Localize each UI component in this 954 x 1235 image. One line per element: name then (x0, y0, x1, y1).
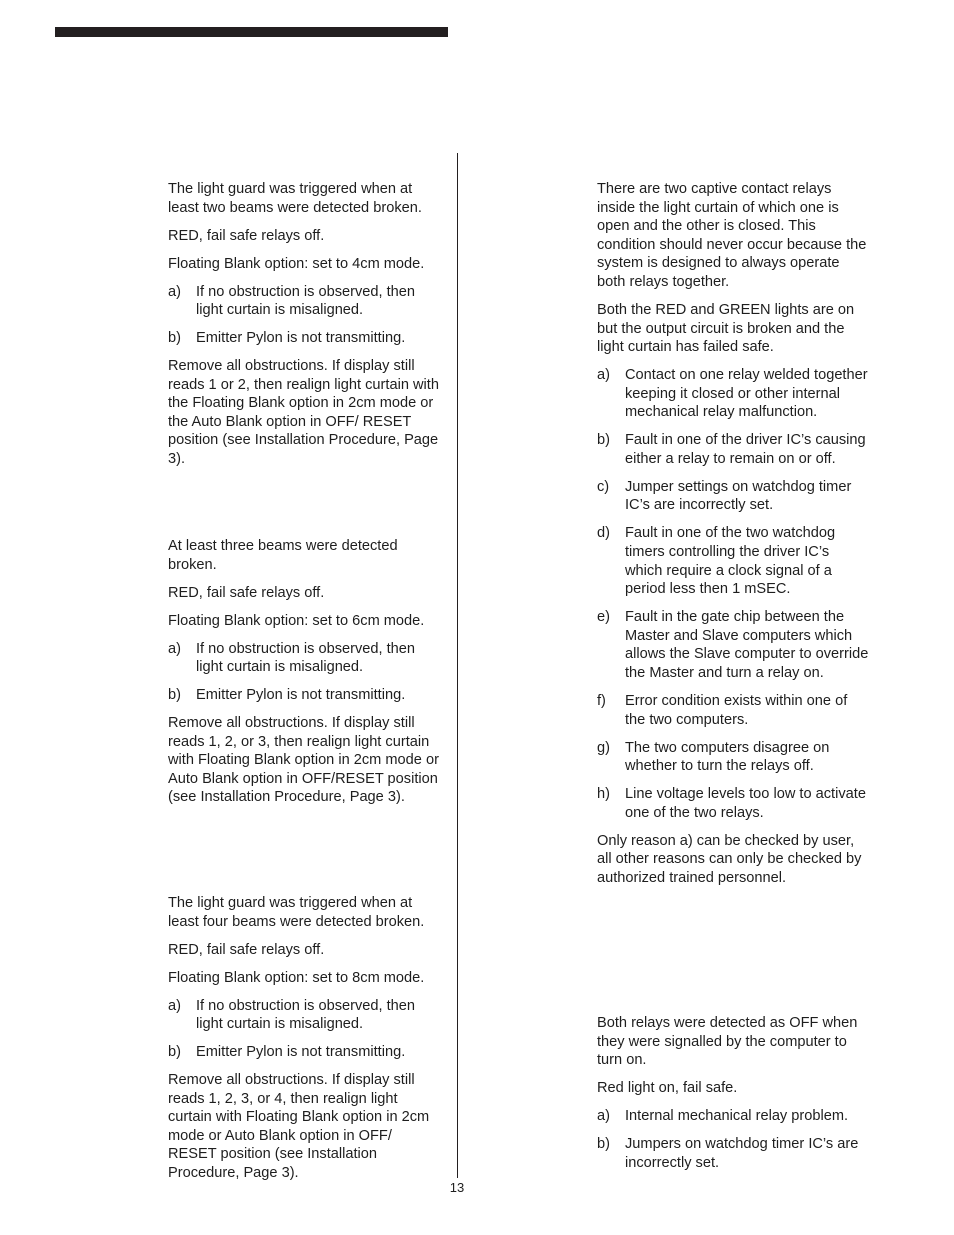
list-marker: e) (597, 609, 610, 626)
list-item (597, 431, 869, 468)
paragraph: The light guard was triggered when at least two beams were detected broken. (168, 181, 422, 216)
list-marker: b) (597, 1136, 610, 1153)
list-marker: h) (597, 786, 610, 803)
list-item-text: If no obstruction is observed, then light curtain is misaligned. (196, 283, 416, 319)
paragraph: RED, fail safe relays off. (168, 227, 325, 244)
list-item (597, 739, 869, 776)
column-divider (457, 153, 458, 1178)
list-marker: a) (168, 283, 181, 300)
section-relays-off (597, 1014, 869, 1182)
paragraph: There are two captive contact relays inside the light curtain of which one is open and the other is closed. This condition should never occur because the system is designed to always operate both relays together. (597, 181, 867, 290)
list-marker: b) (168, 687, 181, 704)
paragraph: Remove all obstructions. If display still reads 1, 2, or 3, then realign light curtain with Floating Blank option in 2cm mode or Auto Blank option in OFF/RESET position (see Installation Procedure, Page 3). (168, 715, 439, 806)
list-item (597, 1107, 869, 1126)
list-item-text: Jumper settings on watchdog timer IC’s are incorrectly set. (625, 478, 852, 514)
list-marker: a) (597, 367, 610, 384)
paragraph: Red light on, fail safe. (597, 1080, 738, 1097)
list-item-text: Error condition exists within one of the two computers. (625, 692, 848, 728)
paragraph: Remove all obstructions. If display still reads 1 or 2, then realign light curtain with the Floating Blank option in 2cm mode or the Auto Blank option in OFF/ RESET position (see Installation Procedure, Page 3). (168, 358, 439, 468)
list-marker: d) (597, 525, 610, 542)
paragraph: RED, fail safe relays off. (168, 941, 325, 958)
section-relay-mismatch (597, 180, 869, 897)
section-two-beams (168, 180, 440, 478)
list-item (597, 478, 869, 515)
list-item-text: Fault in one of the driver IC’s causing either a relay to remain on or off. (625, 432, 866, 467)
list-marker: a) (168, 997, 181, 1014)
paragraph: Both the RED and GREEN lights are on but the output circuit is broken and the light curtain has failed safe. (597, 301, 855, 356)
list-item-text: The two computers disagree on whether to turn the relays off. (625, 739, 830, 775)
paragraph: Floating Blank option: set to 6cm mode. (168, 612, 425, 629)
list-item (168, 329, 440, 348)
list-item (597, 608, 869, 682)
paragraph: Both relays were detected as OFF when they were signalled by the computer to turn on. (597, 1015, 858, 1069)
list-marker: b) (168, 330, 181, 347)
paragraph: Remove all obstructions. If display still reads 1, 2, 3, or 4, then realign light curtain with Floating Blank option in 2cm mode or Auto Blank option in OFF/ RESET position (see Installation Procedure, Page 3). (168, 1072, 430, 1182)
list-marker: b) (168, 1044, 181, 1061)
list-item-text: If no obstruction is observed, then light curtain is misaligned. (196, 640, 416, 676)
list-item (168, 686, 440, 705)
list-item (168, 640, 440, 677)
list-item-text: Contact on one relay welded together keeping it closed or other internal mechanical relay malfunction. (625, 367, 868, 421)
list-item (597, 1135, 869, 1172)
list-item-text: Emitter Pylon is not transmitting. (196, 687, 406, 704)
paragraph: The light guard was triggered when at least four beams were detected broken. (168, 895, 425, 930)
list-marker: f) (597, 692, 606, 709)
list-item-text: If no obstruction is observed, then light curtain is misaligned. (196, 997, 416, 1033)
paragraph: Only reason a) can be checked by user, all other reasons can only be checked by authorized trained personnel. (597, 832, 862, 886)
paragraph: Floating Blank option: set to 8cm mode. (168, 969, 425, 986)
list-item-text: Line voltage levels too low to activate one of the two relays. (625, 786, 866, 821)
page-number: 13 (449, 1180, 465, 1195)
header-rule (55, 27, 448, 37)
list-marker: a) (597, 1108, 610, 1125)
list-item (168, 1043, 440, 1062)
list-item-text: Emitter Pylon is not transmitting. (196, 330, 406, 347)
list-item-text: Internal mechanical relay problem. (625, 1108, 849, 1125)
list-marker: g) (597, 739, 610, 756)
list-item (597, 524, 869, 598)
paragraph: Floating Blank option: set to 4cm mode. (168, 255, 425, 272)
list-item-text: Fault in the gate chip between the Master and Slave computers which allows the Slave computer to override the Master and turn a relay on. (625, 609, 869, 681)
list-item-text: Jumpers on watchdog timer IC’s are incorrectly set. (625, 1136, 859, 1171)
paragraph: RED, fail safe relays off. (168, 584, 325, 601)
list-marker: b) (597, 432, 610, 449)
list-item (168, 283, 440, 320)
list-marker: a) (168, 640, 181, 657)
list-item (597, 785, 869, 822)
list-marker: c) (597, 478, 610, 495)
section-three-beams (168, 537, 440, 816)
list-item-text: Emitter Pylon is not transmitting. (196, 1044, 406, 1061)
list-item-text: Fault in one of the two watchdog timers controlling the driver IC’s which require a clock signal of a period less then 1 mSEC. (625, 525, 836, 598)
list-item (597, 692, 869, 729)
paragraph: At least three beams were detected broken. (168, 538, 398, 573)
list-item (168, 997, 440, 1034)
list-item (597, 366, 869, 422)
section-four-beams (168, 894, 440, 1192)
